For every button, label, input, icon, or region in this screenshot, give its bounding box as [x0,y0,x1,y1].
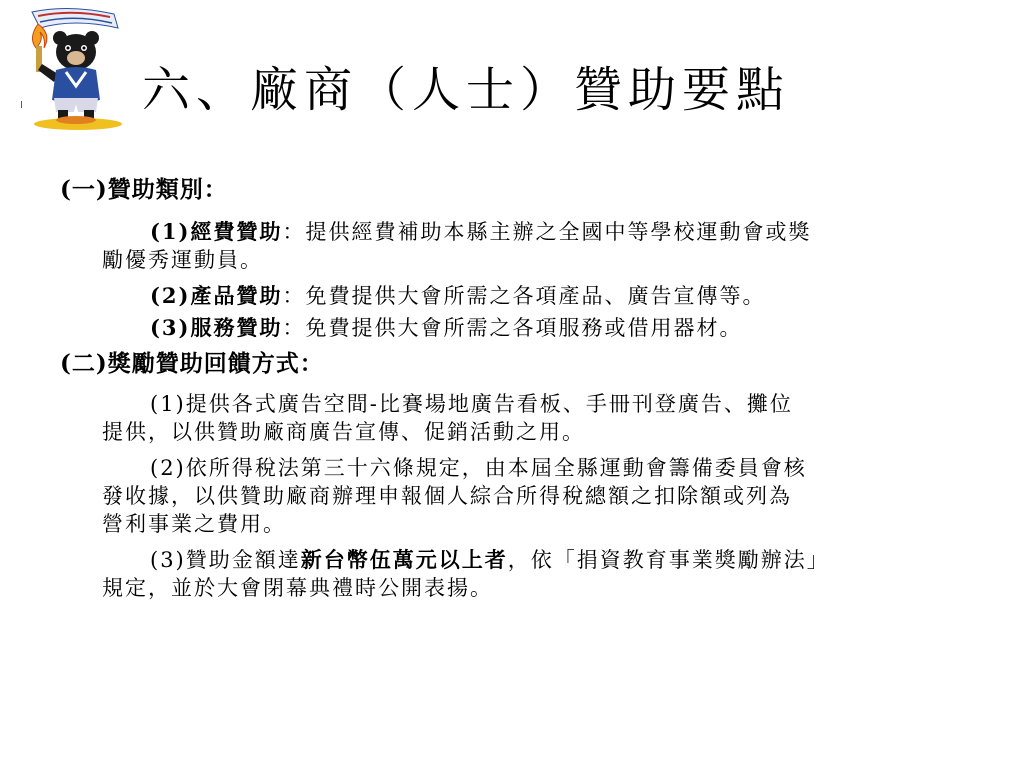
section-heading-2: (二)獎勵贊助回饋方式： [60,350,324,377]
list-item: (3)贊助金額達新台幣伍萬元以上者，依「捐資教育事業獎勵辦法」 [150,547,830,572]
list-item-cont: 勵優秀運動員。 [102,248,263,272]
page-title: 六、廠商（人士）贊助要點 [142,62,791,118]
amount-highlight: 新台幣伍萬元以上者 [300,547,508,572]
list-item: (1)經費贊助：提供經費補助本縣主辦之全國中等學校運動會或獎 [150,219,812,244]
list-item: (2)產品贊助：免費提供大會所需之各項產品、廣告宣傳等。 [150,283,766,308]
list-item-cont: 營利事業之費用。 [102,512,286,536]
list-item: (1)提供各式廣告空間-比賽場地廣告看板、手冊刊登廣告、攤位 [150,392,793,416]
bear-torch-mascot-icon [14,4,126,132]
list-item-cont: 發收據，以供贊助廠商辦理申報個人綜合所得稅總額之扣除額或列為 [102,484,792,508]
list-item-cont: 規定，並於大會閉幕典禮時公開表揚。 [102,576,493,600]
list-item-cont: 提供，以供贊助廠商廣告宣傳、促銷活動之用。 [102,420,585,444]
section-heading-1: (一)贊助類別： [60,176,228,203]
list-item: (3)服務贊助：免費提供大會所需之各項服務或借用器材。 [150,315,743,340]
logo-mark: I [20,100,23,111]
list-item: (2)依所得稅法第三十六條規定，由本屆全縣運動會籌備委員會核 [150,456,807,480]
